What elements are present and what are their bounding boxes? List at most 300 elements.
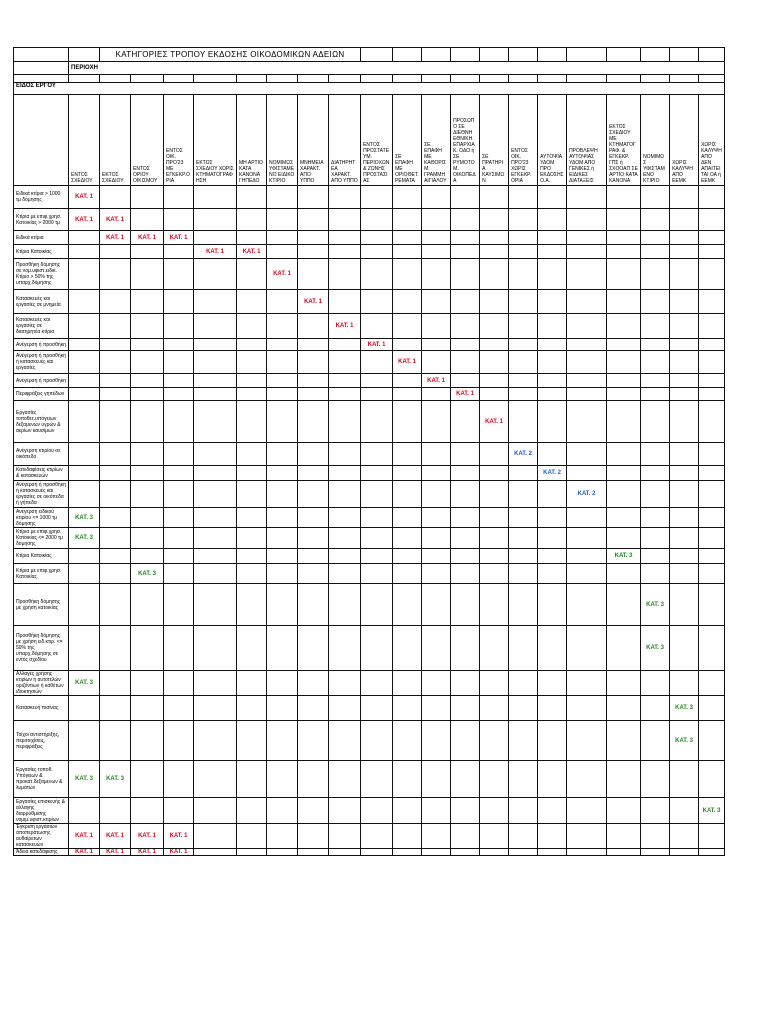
empty-cell[interactable] — [164, 351, 194, 374]
empty-cell[interactable] — [670, 466, 699, 481]
category-cell[interactable]: ΚΑΤ. 3 — [131, 564, 164, 584]
empty-cell[interactable] — [298, 761, 329, 798]
empty-cell[interactable] — [480, 443, 509, 466]
empty-cell[interactable] — [131, 290, 164, 314]
empty-cell[interactable] — [699, 374, 725, 388]
empty-cell[interactable] — [641, 48, 670, 62]
empty-cell[interactable] — [567, 290, 607, 314]
empty-cell[interactable] — [509, 564, 538, 584]
row-label[interactable]: Κτίρια με επιφ.χρησ. Κατοικίας — [14, 564, 69, 584]
empty-cell[interactable] — [607, 508, 641, 528]
empty-cell[interactable] — [14, 62, 69, 75]
column-header[interactable]: ΕΚΤΟΣ ΣΧΕΔΙΟΥ ΜΕ ΚΤΗΜΑΤΟΓΡΑΦ. & ΕΓΚΕΚΡ. ΓΠΣ ή ΣΧΟΟΑΠ ΣΕ ΑΡΤΙΟ ΚΑΤΑ ΚΑΝΟΝΑ — [607, 95, 641, 186]
empty-cell[interactable] — [451, 696, 480, 721]
empty-cell[interactable] — [393, 626, 422, 671]
empty-cell[interactable] — [131, 186, 164, 209]
empty-cell[interactable] — [641, 401, 670, 443]
column-header[interactable]: ΕΝΤΟΣ ΟΙΚ. ΠΡΟ'23 ΜΕ ΕΓΚΕΚΡ.ΟΡΙΑ — [164, 95, 194, 186]
empty-cell[interactable] — [131, 339, 164, 351]
empty-cell[interactable] — [480, 75, 509, 83]
empty-cell[interactable] — [361, 721, 393, 761]
category-cell[interactable]: ΚΑΤ. 2 — [538, 466, 567, 481]
empty-cell[interactable] — [422, 351, 451, 374]
category-cell[interactable]: ΚΑΤ. 1 — [480, 401, 509, 443]
empty-cell[interactable] — [100, 401, 131, 443]
empty-cell[interactable] — [393, 401, 422, 443]
empty-cell[interactable] — [194, 671, 237, 696]
empty-cell[interactable] — [567, 721, 607, 761]
empty-cell[interactable] — [670, 75, 699, 83]
empty-cell[interactable] — [538, 671, 567, 696]
empty-cell[interactable] — [607, 75, 641, 83]
empty-cell[interactable] — [451, 374, 480, 388]
empty-cell[interactable] — [480, 549, 509, 564]
empty-cell[interactable] — [607, 481, 641, 508]
empty-cell[interactable] — [267, 339, 298, 351]
empty-cell[interactable] — [699, 671, 725, 696]
category-cell[interactable]: ΚΑΤ. 3 — [641, 584, 670, 626]
empty-cell[interactable] — [267, 290, 298, 314]
empty-cell[interactable] — [267, 721, 298, 761]
empty-cell[interactable] — [451, 798, 480, 824]
empty-cell[interactable] — [480, 209, 509, 231]
empty-cell[interactable] — [298, 231, 329, 245]
empty-cell[interactable] — [164, 481, 194, 508]
empty-cell[interactable] — [393, 339, 422, 351]
category-cell[interactable]: ΚΑΤ. 1 — [393, 351, 422, 374]
empty-cell[interactable] — [538, 186, 567, 209]
empty-cell[interactable] — [509, 259, 538, 290]
empty-cell[interactable] — [422, 849, 451, 856]
row-label[interactable]: Εργασίες τοποθετ.υπόγειων δεξαμενών υγρών & αερίων καυσίμων — [14, 401, 69, 443]
empty-cell[interactable] — [100, 584, 131, 626]
category-cell[interactable]: ΚΑΤ. 3 — [69, 528, 100, 549]
empty-cell[interactable] — [538, 528, 567, 549]
empty-cell[interactable] — [607, 798, 641, 824]
empty-cell[interactable] — [699, 761, 725, 798]
empty-cell[interactable] — [509, 798, 538, 824]
row-label[interactable]: Προσθήκη δόμησης με χρήση κατοικίας — [14, 584, 69, 626]
empty-cell[interactable] — [194, 186, 237, 209]
empty-cell[interactable] — [699, 231, 725, 245]
empty-cell[interactable] — [329, 374, 361, 388]
empty-cell[interactable] — [670, 259, 699, 290]
empty-cell[interactable] — [422, 696, 451, 721]
empty-cell[interactable] — [422, 564, 451, 584]
empty-cell[interactable] — [329, 584, 361, 626]
empty-cell[interactable] — [131, 466, 164, 481]
empty-cell[interactable] — [422, 466, 451, 481]
column-header[interactable]: ΧΩΡΙΣ ΚΑΛΥΨΗ ΑΠΟ ΔΕΝ ΑΠΑΙΤΕΙΤΑΙ ΟΑ ή ΕΕΜΚ — [699, 95, 725, 186]
empty-cell[interactable] — [361, 528, 393, 549]
empty-cell[interactable] — [361, 564, 393, 584]
empty-cell[interactable] — [422, 721, 451, 761]
empty-cell[interactable] — [607, 721, 641, 761]
empty-cell[interactable] — [69, 564, 100, 584]
empty-cell[interactable] — [100, 798, 131, 824]
empty-cell[interactable] — [538, 374, 567, 388]
row-label[interactable]: Κατασκευή πισίνας — [14, 696, 69, 721]
empty-cell[interactable] — [267, 528, 298, 549]
empty-cell[interactable] — [267, 696, 298, 721]
empty-cell[interactable] — [164, 721, 194, 761]
category-cell[interactable]: ΚΑΤ. 3 — [69, 761, 100, 798]
category-cell[interactable]: ΚΑΤ. 1 — [164, 849, 194, 856]
empty-cell[interactable] — [422, 388, 451, 401]
column-header[interactable]: ΝΟΜΙΜΩΣ ΥΦΙΣΤΑΜΕΝΟ ΚΤΙΡΙΟ — [641, 95, 670, 186]
empty-cell[interactable] — [194, 259, 237, 290]
empty-cell[interactable] — [267, 314, 298, 339]
row-label[interactable]: Κτίρια Κατοικίας — [14, 549, 69, 564]
empty-cell[interactable] — [131, 481, 164, 508]
empty-cell[interactable] — [699, 849, 725, 856]
empty-cell[interactable] — [422, 186, 451, 209]
empty-cell[interactable] — [298, 481, 329, 508]
empty-cell[interactable] — [298, 798, 329, 824]
empty-cell[interactable] — [361, 231, 393, 245]
empty-cell[interactable] — [393, 761, 422, 798]
empty-cell[interactable] — [641, 849, 670, 856]
category-cell[interactable]: ΚΑΤ. 3 — [699, 798, 725, 824]
empty-cell[interactable] — [509, 508, 538, 528]
empty-cell[interactable] — [641, 75, 670, 83]
empty-cell[interactable] — [164, 314, 194, 339]
column-header[interactable]: ΠΡΟΣΩΠΟ ΣΕ ΔΙΕΘΝΗ ΕΘΝΙΚΗ ΕΠΑΡΧΙΑΚ. ΟΔΟ ή ΣΕ ΡΥΜΟΤΟΜ. ΟΙΚΟΠΕΔΑ — [451, 95, 480, 186]
empty-cell[interactable] — [361, 401, 393, 443]
empty-cell[interactable] — [164, 209, 194, 231]
empty-cell[interactable] — [670, 443, 699, 466]
empty-cell[interactable] — [131, 401, 164, 443]
row-label[interactable]: Ανέγερση κτιρίου σε οικόπεδο — [14, 443, 69, 466]
work-type-label[interactable]: ΕΙΔΟΣ ΕΡΓΟΥ — [14, 83, 725, 95]
row-label[interactable]: Ειδικά κτίρια > 1000 τμ δόμησης — [14, 186, 69, 209]
empty-cell[interactable] — [509, 186, 538, 209]
empty-cell[interactable] — [567, 584, 607, 626]
empty-cell[interactable] — [194, 351, 237, 374]
empty-cell[interactable] — [670, 798, 699, 824]
empty-cell[interactable] — [298, 314, 329, 339]
column-header[interactable]: ΕΝΤΟΣ ΣΧΕΔΙΟΥ — [69, 95, 100, 186]
column-header[interactable]: ΧΩΡΙΣ ΚΑΛΥΨΗ ΑΠΟ ΕΕΜΚ — [670, 95, 699, 186]
row-label[interactable]: Ανέγερση ή προσθήκη — [14, 374, 69, 388]
empty-cell[interactable] — [451, 761, 480, 798]
empty-cell[interactable] — [509, 549, 538, 564]
empty-cell[interactable] — [298, 584, 329, 626]
empty-cell[interactable] — [329, 209, 361, 231]
empty-cell[interactable] — [237, 528, 267, 549]
empty-cell[interactable] — [480, 671, 509, 696]
empty-cell[interactable] — [670, 48, 699, 62]
category-cell[interactable]: ΚΑΤ. 1 — [451, 388, 480, 401]
empty-cell[interactable] — [267, 481, 298, 508]
column-header[interactable]: ΕΝΤΟΣ ΟΙΚ. ΠΡΟ'23 ΧΩΡΙΣ ΕΓΚΕΚΡ. ΟΡΙΑ — [509, 95, 538, 186]
empty-cell[interactable] — [100, 351, 131, 374]
empty-cell[interactable] — [69, 351, 100, 374]
row-label[interactable]: Αλλαγές χρήσης κτιρίων ή αυτοτελών οριζόντιων ή καθέτων ιδιοκτησιών — [14, 671, 69, 696]
empty-cell[interactable] — [699, 186, 725, 209]
empty-cell[interactable] — [329, 443, 361, 466]
empty-cell[interactable] — [567, 351, 607, 374]
empty-cell[interactable] — [267, 549, 298, 564]
empty-cell[interactable] — [194, 721, 237, 761]
empty-cell[interactable] — [329, 245, 361, 259]
empty-cell[interactable] — [329, 290, 361, 314]
empty-cell[interactable] — [131, 671, 164, 696]
category-cell[interactable]: ΚΑΤ. 1 — [194, 245, 237, 259]
empty-cell[interactable] — [393, 231, 422, 245]
empty-cell[interactable] — [69, 401, 100, 443]
empty-cell[interactable] — [607, 443, 641, 466]
empty-cell[interactable] — [329, 466, 361, 481]
empty-cell[interactable] — [422, 824, 451, 849]
empty-cell[interactable] — [131, 508, 164, 528]
empty-cell[interactable] — [237, 443, 267, 466]
category-cell[interactable]: ΚΑΤ. 1 — [131, 824, 164, 849]
row-label[interactable]: Κατεδαφίσεις κτιρίων & κατασκευών — [14, 466, 69, 481]
empty-cell[interactable] — [509, 626, 538, 671]
empty-cell[interactable] — [607, 584, 641, 626]
empty-cell[interactable] — [422, 626, 451, 671]
empty-cell[interactable] — [237, 508, 267, 528]
empty-cell[interactable] — [164, 388, 194, 401]
empty-cell[interactable] — [670, 761, 699, 798]
empty-cell[interactable] — [538, 339, 567, 351]
empty-cell[interactable] — [641, 259, 670, 290]
empty-cell[interactable] — [298, 508, 329, 528]
column-header[interactable]: ΕΚΤΟΣ ΣΧΕΔΙΟΥ — [100, 95, 131, 186]
category-cell[interactable]: ΚΑΤ. 1 — [422, 374, 451, 388]
empty-cell[interactable] — [267, 245, 298, 259]
empty-cell[interactable] — [131, 721, 164, 761]
empty-cell[interactable] — [267, 626, 298, 671]
empty-cell[interactable] — [607, 314, 641, 339]
empty-cell[interactable] — [69, 721, 100, 761]
empty-cell[interactable] — [361, 549, 393, 564]
empty-cell[interactable] — [298, 351, 329, 374]
empty-cell[interactable] — [641, 339, 670, 351]
empty-cell[interactable] — [329, 508, 361, 528]
row-label[interactable]: Προσθήκη δόμησης σε νομ.υφιστ.ειδικ. Κτίριο > 50% της υπαρχ.δόμησης — [14, 259, 69, 290]
category-cell[interactable]: ΚΑΤ. 1 — [237, 245, 267, 259]
empty-cell[interactable] — [100, 374, 131, 388]
empty-cell[interactable] — [361, 388, 393, 401]
empty-cell[interactable] — [393, 290, 422, 314]
empty-cell[interactable] — [100, 481, 131, 508]
empty-cell[interactable] — [361, 824, 393, 849]
empty-cell[interactable] — [607, 564, 641, 584]
empty-cell[interactable] — [164, 374, 194, 388]
category-cell[interactable]: ΚΑΤ. 3 — [69, 671, 100, 696]
empty-cell[interactable] — [69, 584, 100, 626]
empty-cell[interactable] — [361, 466, 393, 481]
empty-cell[interactable] — [422, 231, 451, 245]
column-header[interactable]: ΣΕ ΕΠΑΦΗ ΜΕ ΟΡΙΟΘΕΤ. ΡΕΜΑΤΑ — [393, 95, 422, 186]
empty-cell[interactable] — [194, 549, 237, 564]
empty-cell[interactable] — [480, 466, 509, 481]
empty-cell[interactable] — [480, 186, 509, 209]
empty-cell[interactable] — [538, 401, 567, 443]
empty-cell[interactable] — [164, 798, 194, 824]
category-cell[interactable]: ΚΑΤ. 1 — [69, 209, 100, 231]
empty-cell[interactable] — [164, 466, 194, 481]
empty-cell[interactable] — [329, 528, 361, 549]
empty-cell[interactable] — [451, 481, 480, 508]
empty-cell[interactable] — [670, 671, 699, 696]
category-cell[interactable]: ΚΑΤ. 2 — [567, 481, 607, 508]
empty-cell[interactable] — [567, 388, 607, 401]
empty-cell[interactable] — [509, 584, 538, 626]
empty-cell[interactable] — [164, 401, 194, 443]
empty-cell[interactable] — [567, 75, 607, 83]
empty-cell[interactable] — [237, 549, 267, 564]
empty-cell[interactable] — [509, 339, 538, 351]
empty-cell[interactable] — [100, 186, 131, 209]
empty-cell[interactable] — [699, 290, 725, 314]
empty-cell[interactable] — [670, 351, 699, 374]
empty-cell[interactable] — [267, 508, 298, 528]
empty-cell[interactable] — [164, 259, 194, 290]
empty-cell[interactable] — [641, 374, 670, 388]
empty-cell[interactable] — [422, 245, 451, 259]
empty-cell[interactable] — [131, 209, 164, 231]
empty-cell[interactable] — [641, 443, 670, 466]
empty-cell[interactable] — [164, 245, 194, 259]
category-cell[interactable]: ΚΑΤ. 1 — [267, 259, 298, 290]
empty-cell[interactable] — [699, 481, 725, 508]
empty-cell[interactable] — [607, 849, 641, 856]
empty-cell[interactable] — [131, 259, 164, 290]
empty-cell[interactable] — [567, 761, 607, 798]
empty-cell[interactable] — [699, 824, 725, 849]
empty-cell[interactable] — [69, 290, 100, 314]
category-cell[interactable]: ΚΑΤ. 3 — [670, 696, 699, 721]
empty-cell[interactable] — [699, 564, 725, 584]
empty-cell[interactable] — [641, 314, 670, 339]
empty-cell[interactable] — [607, 466, 641, 481]
empty-cell[interactable] — [699, 75, 725, 83]
row-label[interactable]: Τοίχοι αντιστήριξης, περιτοιχίσεις, περιφράξεις — [14, 721, 69, 761]
empty-cell[interactable] — [267, 798, 298, 824]
empty-cell[interactable] — [329, 824, 361, 849]
empty-cell[interactable] — [480, 849, 509, 856]
empty-cell[interactable] — [567, 443, 607, 466]
empty-cell[interactable] — [641, 528, 670, 549]
empty-cell[interactable] — [699, 314, 725, 339]
empty-cell[interactable] — [451, 443, 480, 466]
empty-cell[interactable] — [641, 231, 670, 245]
empty-cell[interactable] — [194, 528, 237, 549]
column-header[interactable]: ΝΟΜΙΜΩΣ ΥΦΙΣΤΑΜΕΝΟ ΕΙΔΙΚΟ ΚΤΙΡΙΟ — [267, 95, 298, 186]
empty-cell[interactable] — [361, 186, 393, 209]
empty-cell[interactable] — [69, 466, 100, 481]
empty-cell[interactable] — [641, 388, 670, 401]
empty-cell[interactable] — [361, 48, 393, 62]
empty-cell[interactable] — [164, 528, 194, 549]
empty-cell[interactable] — [451, 584, 480, 626]
empty-cell[interactable] — [267, 824, 298, 849]
empty-cell[interactable] — [480, 528, 509, 549]
empty-cell[interactable] — [329, 339, 361, 351]
column-header[interactable]: ΕΝΤΟΣ ΠΡΟΣΤΑΤΕΥΜ. ΠΕΡΙΟΧΩΝ & ΖΩΝΗΣ ΠΡΟΣΤΑΣΙΑΣ — [361, 95, 393, 186]
empty-cell[interactable] — [329, 671, 361, 696]
empty-cell[interactable] — [69, 388, 100, 401]
category-cell[interactable]: ΚΑΤ. 1 — [131, 849, 164, 856]
empty-cell[interactable] — [509, 231, 538, 245]
empty-cell[interactable] — [451, 314, 480, 339]
empty-cell[interactable] — [69, 374, 100, 388]
empty-cell[interactable] — [641, 290, 670, 314]
empty-cell[interactable] — [567, 259, 607, 290]
empty-cell[interactable] — [164, 508, 194, 528]
empty-cell[interactable] — [538, 721, 567, 761]
empty-cell[interactable] — [393, 443, 422, 466]
empty-cell[interactable] — [361, 290, 393, 314]
empty-cell[interactable] — [164, 290, 194, 314]
empty-cell[interactable] — [194, 290, 237, 314]
row-label[interactable]: Προσθήκη δόμησης με χρήση ειδ.κτιρ. <= 50% της υπαρχ.δόμησης σε εντός σχεδίου — [14, 626, 69, 671]
empty-cell[interactable] — [194, 209, 237, 231]
empty-cell[interactable] — [393, 564, 422, 584]
empty-cell[interactable] — [509, 351, 538, 374]
empty-cell[interactable] — [422, 549, 451, 564]
empty-cell[interactable] — [538, 209, 567, 231]
empty-cell[interactable] — [393, 508, 422, 528]
empty-cell[interactable] — [480, 259, 509, 290]
row-label[interactable]: Κτίρια Κατοικίας — [14, 245, 69, 259]
empty-cell[interactable] — [699, 259, 725, 290]
empty-cell[interactable] — [100, 443, 131, 466]
empty-cell[interactable] — [451, 626, 480, 671]
empty-cell[interactable] — [641, 186, 670, 209]
category-cell[interactable]: ΚΑΤ. 1 — [100, 824, 131, 849]
empty-cell[interactable] — [329, 231, 361, 245]
empty-cell[interactable] — [393, 314, 422, 339]
empty-cell[interactable] — [538, 824, 567, 849]
empty-cell[interactable] — [641, 721, 670, 761]
empty-cell[interactable] — [567, 824, 607, 849]
empty-cell[interactable] — [422, 75, 451, 83]
empty-cell[interactable] — [69, 798, 100, 824]
empty-cell[interactable] — [329, 401, 361, 443]
empty-cell[interactable] — [14, 75, 69, 83]
category-cell[interactable]: ΚΑΤ. 1 — [69, 849, 100, 856]
empty-cell[interactable] — [451, 245, 480, 259]
empty-cell[interactable] — [538, 231, 567, 245]
empty-cell[interactable] — [451, 549, 480, 564]
empty-cell[interactable] — [607, 388, 641, 401]
empty-cell[interactable] — [237, 626, 267, 671]
empty-cell[interactable] — [131, 75, 164, 83]
empty-cell[interactable] — [641, 245, 670, 259]
column-header[interactable]: ΕΝΤΟΣ ΟΡΙΟΥ ΟΙΚΙΣΜΟΥ — [131, 95, 164, 186]
empty-cell[interactable] — [422, 259, 451, 290]
empty-cell[interactable] — [298, 528, 329, 549]
empty-cell[interactable] — [298, 339, 329, 351]
empty-cell[interactable] — [538, 259, 567, 290]
empty-cell[interactable] — [329, 259, 361, 290]
empty-cell[interactable] — [538, 549, 567, 564]
empty-cell[interactable] — [100, 671, 131, 696]
empty-cell[interactable] — [607, 259, 641, 290]
empty-cell[interactable] — [298, 388, 329, 401]
empty-cell[interactable] — [267, 231, 298, 245]
empty-cell[interactable] — [567, 48, 607, 62]
empty-cell[interactable] — [509, 824, 538, 849]
empty-cell[interactable] — [509, 48, 538, 62]
empty-cell[interactable] — [538, 626, 567, 671]
empty-cell[interactable] — [69, 245, 100, 259]
empty-cell[interactable] — [451, 75, 480, 83]
